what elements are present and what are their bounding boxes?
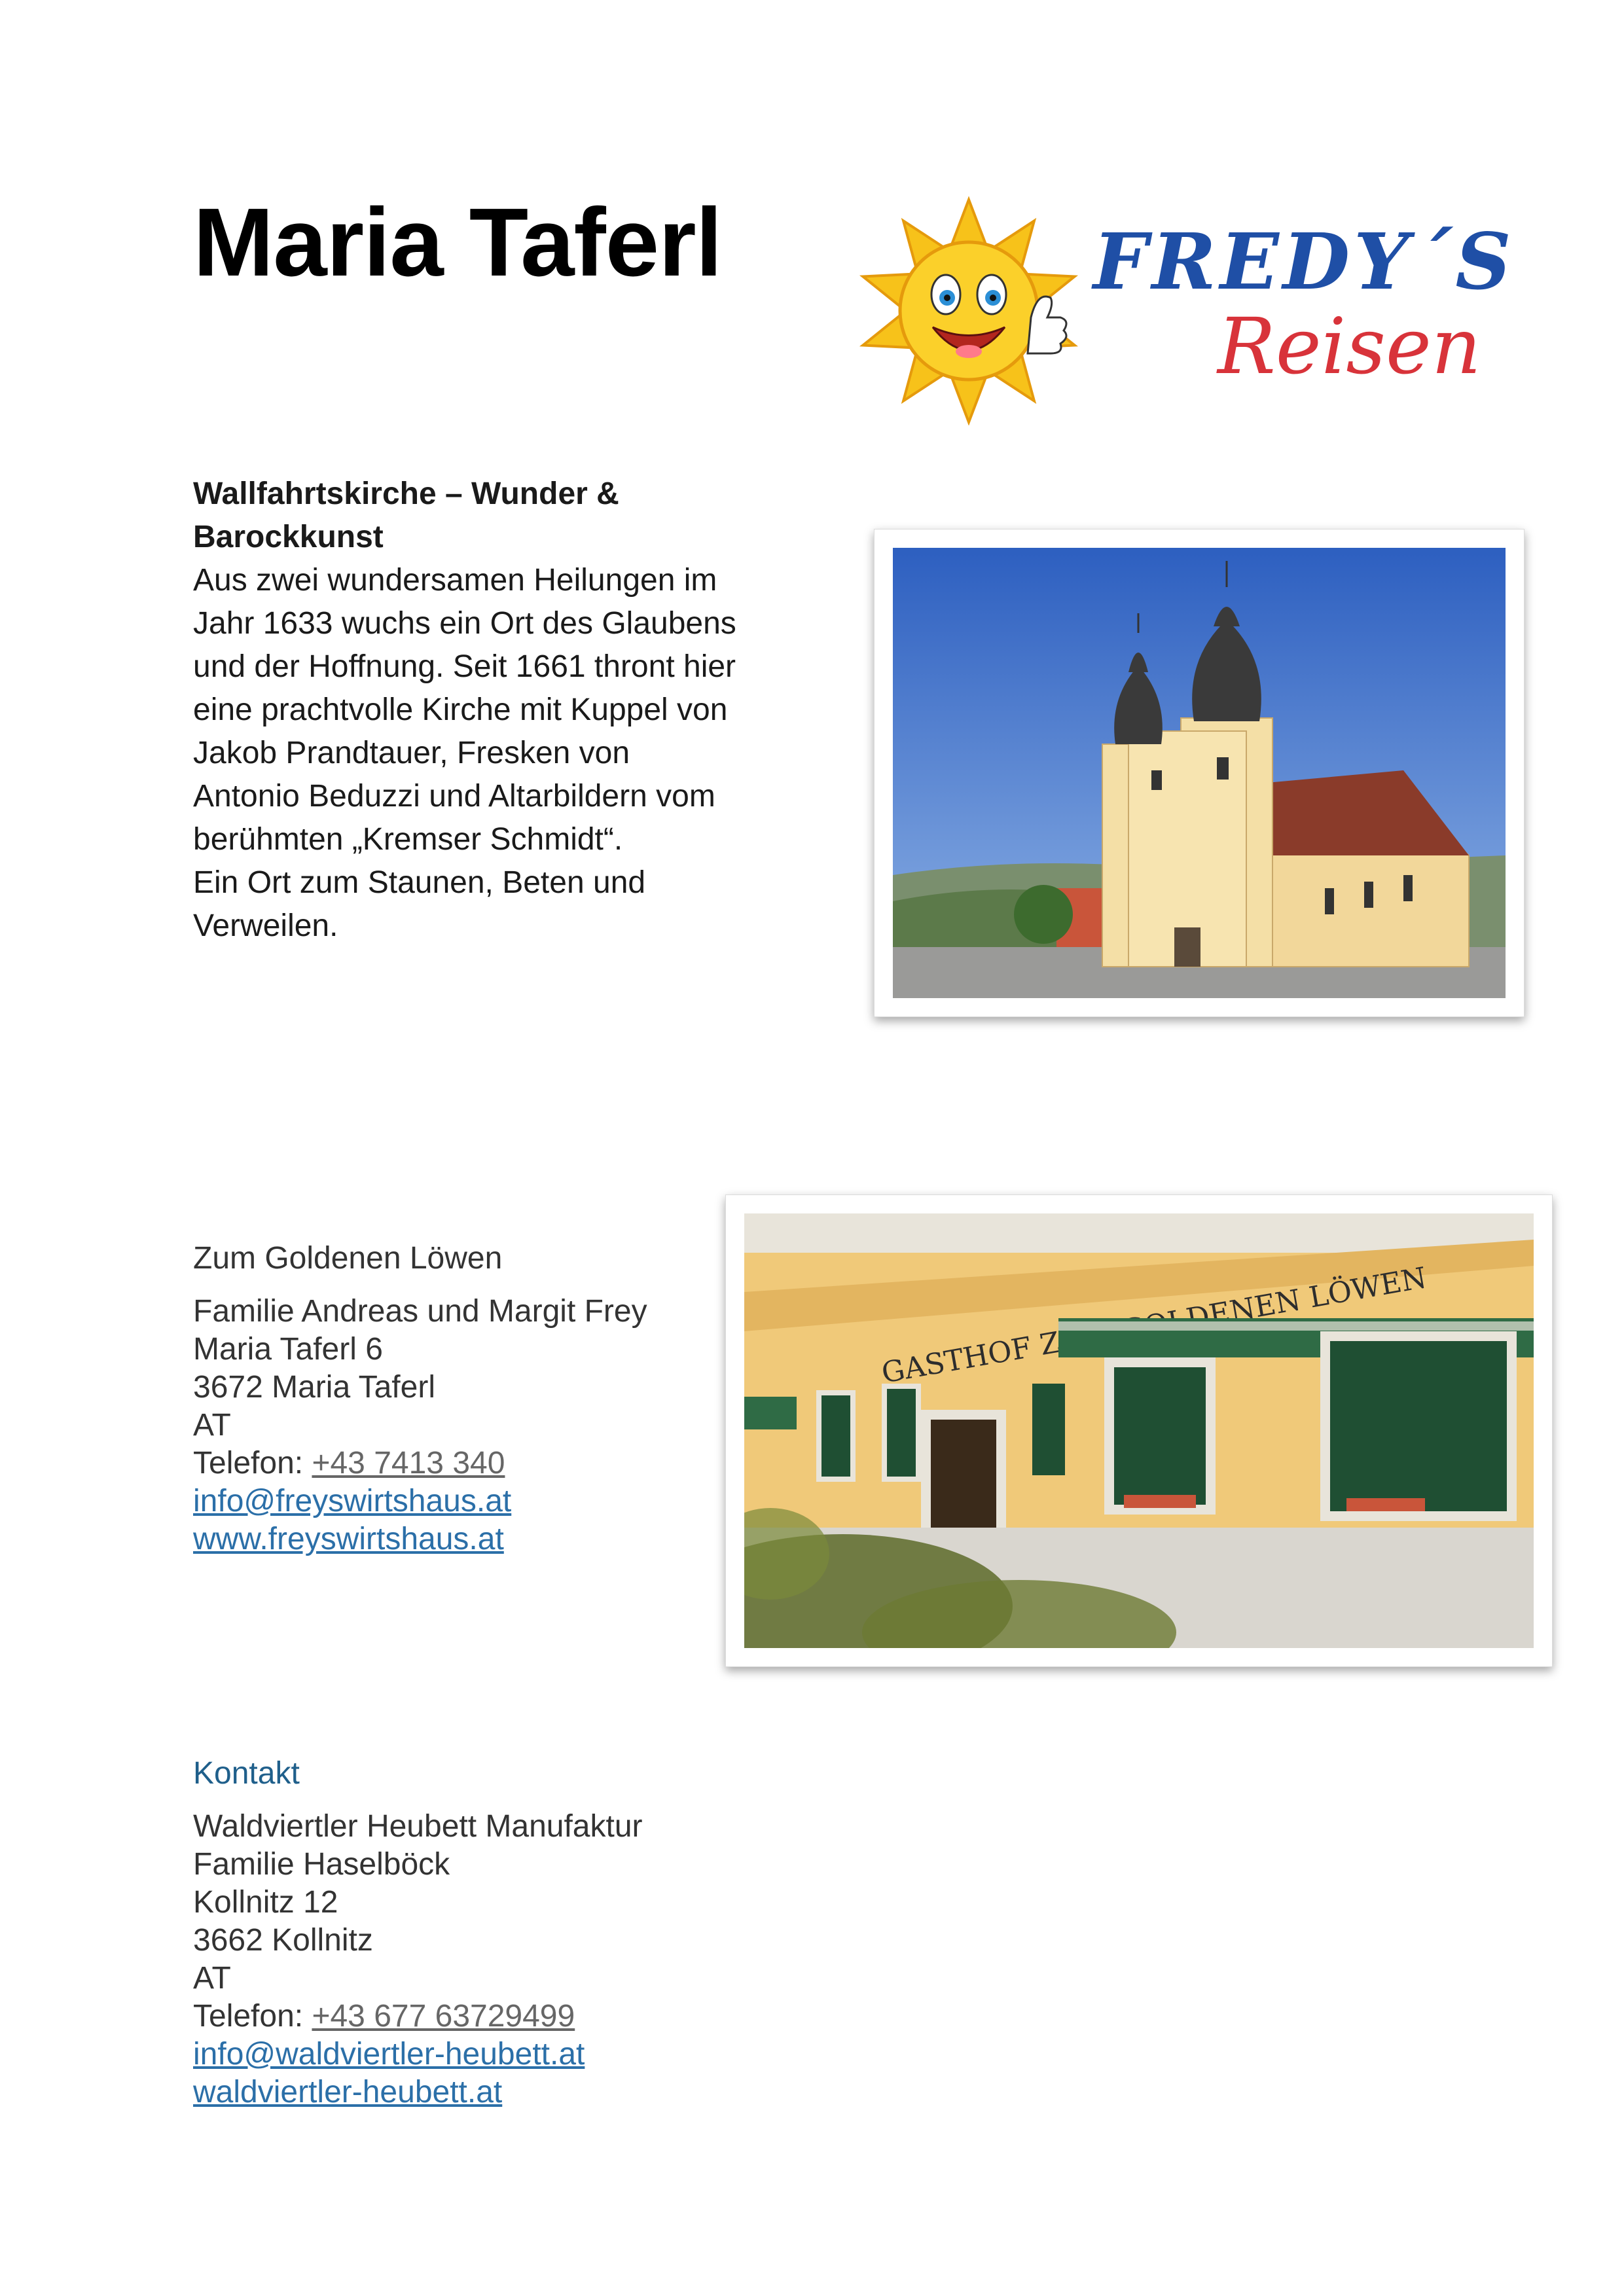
gasthof-family: Familie Andreas und Margit Frey <box>193 1294 647 1329</box>
phone-label: Telefon: <box>193 1446 312 1480</box>
logo-text-fredys: FREDY´S <box>1093 216 1515 307</box>
kontakt-address <box>193 1808 643 2111</box>
church-heading-line: Wallfahrtskirche – Wunder & <box>193 476 619 511</box>
gasthof-name: Zum Goldenen Löwen <box>193 1241 503 1276</box>
fredys-reisen-logo <box>851 190 1545 432</box>
church-text-line: Jakob Prandtauer, Fresken von <box>193 736 630 770</box>
church-heading <box>193 473 782 559</box>
gasthof-country: AT <box>193 1408 231 1443</box>
gasthof-street: Maria Taferl 6 <box>193 1332 383 1367</box>
church-text-line: Jahr 1633 wuchs ein Ort des Glaubens <box>193 606 736 641</box>
gasthof-address <box>193 1293 647 1558</box>
kontakt-email-link[interactable]: info@waldviertler-heubett.at <box>193 2037 585 2072</box>
church-text-line: Aus zwei wundersamen Heilungen im <box>193 563 717 598</box>
gasthof-sign-text: GASTHOF GOLDENEN LÖWEN <box>879 1261 1430 1390</box>
gasthof-email-link[interactable]: info@freyswirtshaus.at <box>193 1484 512 1518</box>
church-illustration <box>893 548 1506 998</box>
kontakt-street: Kollnitz 12 <box>193 1885 338 1920</box>
gasthof-website-link[interactable]: www.freyswirtshaus.at <box>193 1522 504 1556</box>
kontakt-phone-line <box>193 1998 643 2036</box>
kontakt-heading: Kontakt <box>193 1756 300 1791</box>
gasthof-phone-line <box>193 1444 647 1482</box>
gasthof-city: 3672 Maria Taferl <box>193 1370 435 1405</box>
church-text-line: eine prachtvolle Kirche mit Kuppel von <box>193 692 728 727</box>
kontakt-country: AT <box>193 1961 231 1996</box>
gasthof-illustration <box>744 1213 1534 1648</box>
phone-label: Telefon: <box>193 1999 312 2034</box>
church-photo <box>874 529 1525 1017</box>
church-text-line: Antonio Beduzzi und Altarbildern vom <box>193 779 715 814</box>
church-text-line: Ein Ort zum Staunen, Beten und <box>193 865 646 900</box>
kontakt-city: 3662 Kollnitz <box>193 1923 373 1958</box>
sun-mascot-icon <box>851 190 1087 425</box>
logo-text-reisen: Reisen <box>1218 301 1481 391</box>
gasthof-photo <box>725 1194 1553 1667</box>
kontakt-phone-link[interactable]: +43 677 63729499 <box>312 1999 575 2034</box>
kontakt-family: Familie Haselböck <box>193 1847 450 1882</box>
page-title: Maria Taferl <box>193 188 722 296</box>
church-heading-line: Barockkunst <box>193 520 384 554</box>
church-text-line: berühmten „Kremser Schmidt“. <box>193 822 623 857</box>
church-text-line: und der Hoffnung. Seit 1661 thront hier <box>193 649 736 684</box>
church-text-line: Verweilen. <box>193 908 338 943</box>
church-description <box>193 559 782 948</box>
kontakt-website-link[interactable]: waldviertler-heubett.at <box>193 2075 503 2109</box>
gasthof-phone-link[interactable]: +43 7413 340 <box>312 1446 505 1480</box>
kontakt-company: Waldviertler Heubett Manufaktur <box>193 1809 643 1844</box>
